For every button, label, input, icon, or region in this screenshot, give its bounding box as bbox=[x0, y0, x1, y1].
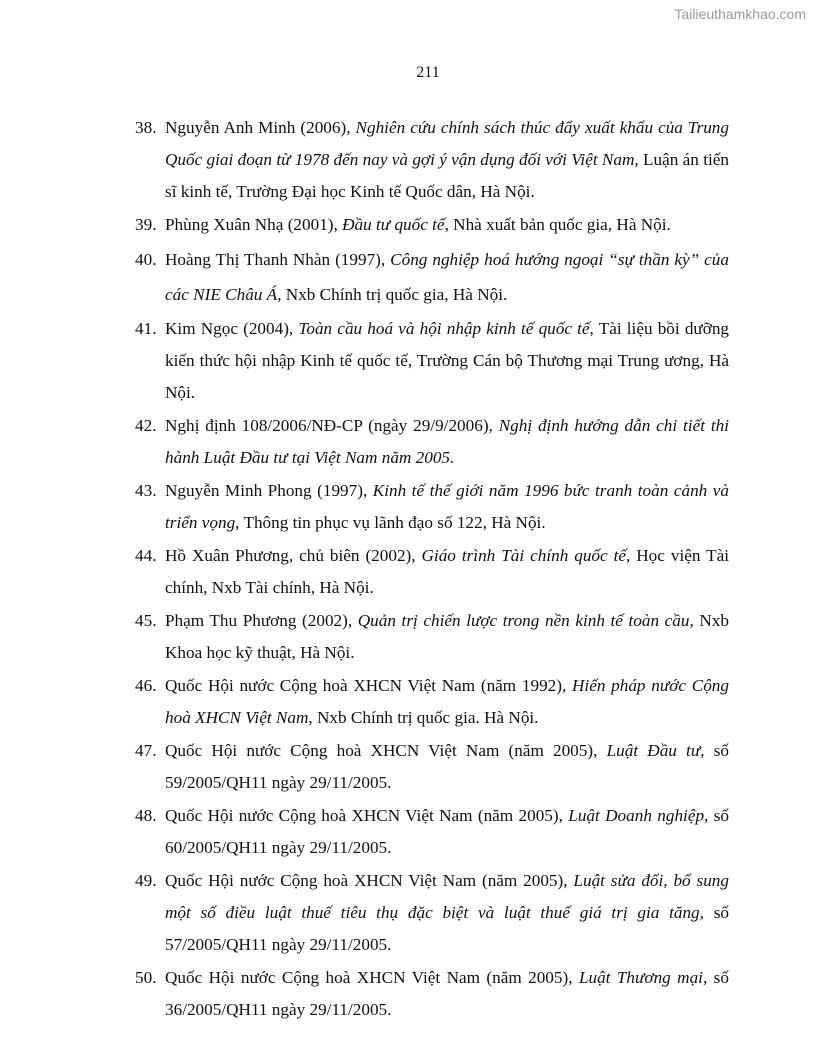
reference-publisher: , Nhà xuất bản quốc gia, Hà Nội. bbox=[444, 215, 671, 234]
reference-text bbox=[165, 540, 729, 604]
reference-item bbox=[135, 865, 729, 961]
reference-publisher: Thông tin phục vụ lãnh đạo số 122, Hà Nội. bbox=[239, 513, 546, 532]
reference-publisher: Tài liệu bồi dưỡng kiến thức hội nhập Kinh tế quốc tế, Trường Cán bộ Thương mại Trung ương, Hà Nội. bbox=[165, 319, 730, 402]
reference-list bbox=[135, 112, 729, 1027]
reference-author: Hồ Xuân Phương, chủ biên (2002), bbox=[165, 546, 422, 565]
reference-item bbox=[135, 800, 729, 864]
reference-publisher: số 60/2005/QH11 ngày 29/11/2005. bbox=[165, 806, 729, 857]
reference-title: Đầu tư quốc tế bbox=[342, 215, 445, 234]
reference-text bbox=[165, 735, 729, 799]
reference-publisher: số 57/2005/QH11 ngày 29/11/2005. bbox=[165, 903, 729, 954]
reference-title: Luật Doanh nghiệp, bbox=[568, 806, 709, 825]
reference-number: 38. bbox=[135, 118, 157, 137]
reference-publisher: số 59/2005/QH11 ngày 29/11/2005. bbox=[165, 741, 729, 792]
reference-title: Công nghiệp hoá hướng ngoại “sự thần kỳ” của các NIE Châu Á bbox=[165, 250, 729, 304]
reference-text bbox=[165, 242, 729, 312]
reference-item bbox=[135, 410, 729, 474]
reference-title: Luật sửa đổi, bổ sung một số điều luật thuế tiêu thụ đặc biệt và luật thuế giá trị gia tăng, bbox=[165, 871, 729, 922]
reference-text bbox=[165, 475, 729, 539]
reference-item bbox=[135, 313, 729, 409]
reference-item bbox=[135, 112, 729, 208]
watermark: Tailieuthamkhao.com bbox=[674, 6, 806, 22]
reference-publisher: Học viện Tài chính, Nxb Tài chính, Hà Nội. bbox=[165, 546, 729, 597]
reference-number: 40. bbox=[135, 250, 157, 269]
reference-author: Quốc Hội nước Cộng hoà XHCN Việt Nam (năm 2005), bbox=[165, 968, 579, 987]
reference-author: Nghị định 108/2006/NĐ-CP (ngày 29/9/2006), bbox=[165, 416, 499, 435]
reference-title: Hiến pháp nước Cộng hoà XHCN Việt Nam, bbox=[165, 676, 729, 727]
reference-item bbox=[135, 605, 729, 669]
page-number: 211 bbox=[416, 64, 440, 81]
reference-author: Phùng Xuân Nhạ (2001), bbox=[165, 215, 343, 234]
reference-publisher: Luận án tiến sĩ kinh tế, Trường Đại học Kinh tế Quốc dân, Hà Nội. bbox=[165, 150, 729, 201]
reference-author: Hoàng Thị Thanh Nhàn (1997), bbox=[165, 250, 391, 269]
reference-item bbox=[135, 475, 729, 539]
reference-publisher: , Nxb Chính trị quốc gia, Hà Nội. bbox=[277, 285, 508, 304]
reference-item bbox=[135, 540, 729, 604]
reference-publisher: , Nxb Khoa học kỹ thuật, Hà Nội. bbox=[165, 611, 729, 662]
reference-item bbox=[135, 242, 729, 312]
reference-number: 46. bbox=[135, 676, 157, 695]
reference-number: 42. bbox=[135, 416, 157, 435]
reference-author: Quốc Hội nước Cộng hoà XHCN Việt Nam (năm 2005), bbox=[165, 806, 569, 825]
reference-text bbox=[165, 865, 729, 961]
reference-item bbox=[135, 209, 729, 241]
reference-item bbox=[135, 735, 729, 799]
reference-number: 41. bbox=[135, 319, 157, 338]
reference-number: 48. bbox=[135, 806, 157, 825]
reference-text bbox=[165, 313, 729, 409]
reference-number: 45. bbox=[135, 611, 157, 630]
reference-title: Nghị định hướng dẫn chi tiết thi hành Luật Đầu tư tại Việt Nam năm 2005. bbox=[165, 416, 729, 467]
reference-author: Quốc Hội nước Cộng hoà XHCN Việt Nam (năm 1992), bbox=[165, 676, 573, 695]
reference-number: 50. bbox=[135, 968, 157, 987]
reference-number: 43. bbox=[135, 481, 157, 500]
reference-number: 39. bbox=[135, 215, 157, 234]
reference-publisher: Nxb Chính trị quốc gia. Hà Nội. bbox=[312, 708, 539, 727]
reference-title: Kinh tế thế giới năm 1996 bức tranh toàn cảnh và triển vọng, bbox=[165, 481, 729, 532]
reference-number: 47. bbox=[135, 741, 157, 760]
reference-text bbox=[165, 209, 729, 241]
reference-item bbox=[135, 670, 729, 734]
reference-author: Quốc Hội nước Cộng hoà XHCN Việt Nam (năm 2005), bbox=[165, 871, 574, 890]
reference-title: Luật Thương mại, bbox=[578, 968, 708, 987]
reference-text bbox=[165, 670, 729, 734]
reference-title: Quản trị chiến lược trong nền kinh tế toàn cầu bbox=[357, 611, 690, 630]
reference-publisher: số 36/2005/QH11 ngày 29/11/2005. bbox=[165, 968, 729, 1019]
reference-author: Phạm Thu Phương (2002), bbox=[165, 611, 358, 630]
reference-title: Toàn cầu hoá và hội nhập kinh tế quốc tế, bbox=[298, 319, 594, 338]
reference-text bbox=[165, 112, 729, 208]
reference-number: 44. bbox=[135, 546, 157, 565]
reference-text bbox=[165, 605, 729, 669]
reference-author: Nguyễn Minh Phong (1997), bbox=[165, 481, 373, 500]
reference-text bbox=[165, 962, 729, 1026]
reference-author: Quốc Hội nước Cộng hoà XHCN Việt Nam (năm 2005), bbox=[165, 741, 607, 760]
reference-number: 49. bbox=[135, 871, 157, 890]
reference-text bbox=[165, 410, 729, 474]
reference-title: Nghiên cứu chính sách thúc đẩy xuất khẩu của Trung Quốc giai đoạn từ 1978 đến nay và gợi ý vận dụng đối với Việt Nam, bbox=[165, 118, 729, 169]
reference-title: Giáo trình Tài chính quốc tế, bbox=[421, 546, 631, 565]
reference-author: Nguyễn Anh Minh (2006), bbox=[165, 118, 356, 137]
reference-title: Luật Đầu tư, bbox=[606, 741, 705, 760]
reference-author: Kim Ngọc (2004), bbox=[165, 319, 299, 338]
reference-text bbox=[165, 800, 729, 864]
reference-item bbox=[135, 962, 729, 1026]
